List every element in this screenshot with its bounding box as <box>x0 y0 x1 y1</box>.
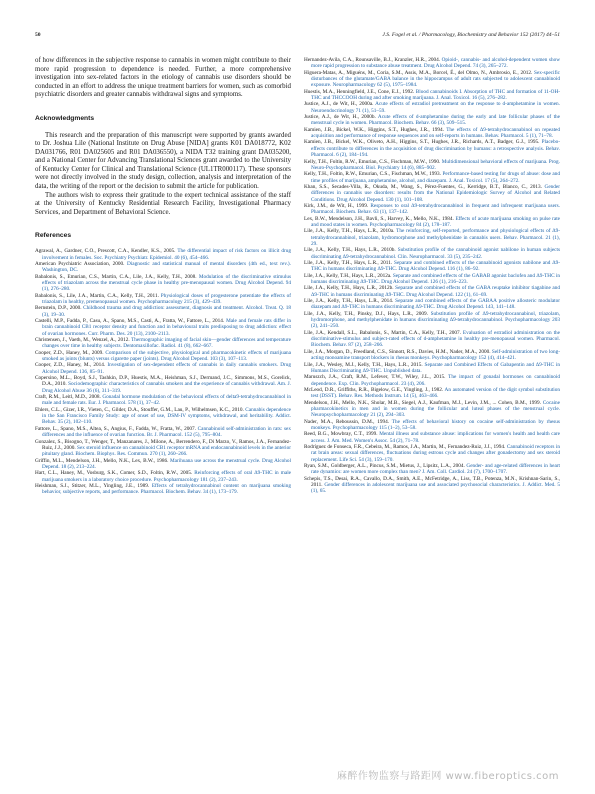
reference-entry <box>304 260 560 273</box>
reference-authors: Justice, A.J., de Wit, H., 2000b. <box>304 114 378 121</box>
reference-entry <box>35 407 291 426</box>
reference-authors: Kelly, T.H., Foltin, R.W., Emurian, C.S., Fischman, M.W., 1990. <box>304 158 442 165</box>
reference-authors: Lile, J.A., Kelly, T.H., Hays, L.R., 2012b. <box>304 285 396 292</box>
reference-authors: Griffin, M.L., Mendelson, J.H., Mello, N.K., Lex, B.W., 1986. <box>35 457 171 464</box>
reference-authors: Hart, C.L., Haney, M., Vosburg, S.K., Comer, S.D., Foltin, R.W., 2005. <box>35 470 195 477</box>
reference-entry <box>304 228 560 247</box>
reference-authors: Kelly, T.H., Foltin, R.W., Emurian, C.S., Fischman, M.W., 1993. <box>304 171 443 178</box>
reference-entry <box>304 419 560 432</box>
reference-authors: Schepis, T.S., Desai, R.A., Cavallo, D.A., Smith, A.E., McFetridge, A., Liss, T.B., Potenza, M.N., Krishnan-Sarin, S., 2011. <box>304 475 560 489</box>
reference-link[interactable]: An automated version of the digit symbol substitution test (DSST). Behav. Res. Methods Instrum. 14 (5), 463–466. <box>311 386 561 400</box>
reference-authors: McLeod, D.R., Griffiths, R.R., Bigelow, G.E., Yingling, J., 1982. <box>304 386 445 393</box>
reference-link[interactable]: Gonadal hormone modulation of the behavioral effects of delta9-tetrahydrocannabinol in male and female rats. Eur. J. Pharmacol. 578 (1), 37–42. <box>42 394 291 407</box>
reference-link[interactable]: Cannabinoid self-administration in rats: sex differences and the influence of ovarian function. Br. J. Pharmacol. 152 (5), 795–804. <box>42 425 291 439</box>
journal-citation: J.S. Fogel et al. / Pharmacology, Biochemistry and Behavior 152 (2017) 44–51 <box>382 32 560 38</box>
reference-authors: Nader, M.A., Reboussin, D.M., 1994. <box>304 418 392 425</box>
reference-entry <box>304 476 560 495</box>
reference-link[interactable]: Effects of acute marijuana smoking on pulse rate and mood states in women. Psychopharmacology 84 (2), 178–187. <box>311 215 560 228</box>
reference-link[interactable]: Sociodemographic characteristics of cannabis smokers and the experience of cannabis withdrawal. Am. J. Drug Alcohol Abuse 36 (6), 311–319. <box>42 381 291 394</box>
reference-link[interactable]: Substitution profile of the cannabinoid agonist nabilone in human subjects discriminating Δ9-tetrahydrocannabinol. Clin. Neuropharmacol. 33 (5), 235–242. <box>311 247 561 260</box>
reference-link[interactable]: The impact of gonadal hormones on cannabinoid dependence. Exp. Clin. Psychopharmacol. 23 (4), 206. <box>311 374 560 387</box>
reference-entry <box>304 159 560 172</box>
reference-authors: Ehlers, C.L., Gizer, I.R., Vieten, C., Gilder, D.A., Stouffer, G.M., Lau, P., Wilhelmsen, K.C., 2010. <box>35 406 246 413</box>
reference-link[interactable]: Marihuana use across the menstrual cycle. Drug Alcohol Depend. 18 (2), 213–224. <box>42 457 291 470</box>
reference-authors: Kamien, J.B., Bickel, W.K., Oliveto, A.H., Higgins, S.T., Hughes, J.R., Richards, A.T., Badger, G.J., 1995. <box>304 139 542 146</box>
reference-link[interactable]: Cocaine pharmacokinetics in men and in women during the follicular and luteal phases of the menstrual cycle. Neuropsychopharmacology 21 (2), 294–303. <box>311 399 560 419</box>
page-number: 50 <box>35 32 41 38</box>
reference-authors: Lile, J.A., Kelly, T.H., Hays, L.R., 2010a. <box>304 228 397 235</box>
reference-entry <box>35 483 291 496</box>
reference-link[interactable]: Male and female rats differ in brain cannabinoid CB1 receptor density and function and in behavioural traits predisposing to drug addiction: effect of ovarian hormones. Curr. Pharm. Des. 20 (13), 2100–2113. <box>42 317 291 337</box>
reference-link[interactable]: Mental illness and substance abuse: implications for women's health and health care access. J. Am. Med. Women's Assoc. 54 (2), 71–78. <box>311 431 560 444</box>
reference-authors: American Psychiatric Association, 2000. <box>35 260 127 267</box>
watermark: 麻醉作物监察与路距网 www.fiberoptics.com <box>336 771 559 782</box>
reference-entry <box>304 349 560 362</box>
reference-entry <box>304 114 560 127</box>
reference-link[interactable]: Opioid-, cannabis- and alcohol-dependent women show more rapid progression to substance abuse treatment. Drug Alcohol Depend. 74 (3), 265–272. <box>311 57 561 70</box>
reference-authors: Reed, B.G., Mowbray, C.T., 1999. <box>304 431 380 438</box>
reference-entry <box>35 375 291 394</box>
reference-entry <box>304 101 560 114</box>
reference-list-left <box>35 248 291 495</box>
reference-entry <box>304 298 560 311</box>
reference-link[interactable]: Comparison of the subjective, physiological and pharmacokinetic effects of marijuana smoked as joints (blunts) versus cigarette paper (joints). Drug Alcohol Depend. 103 (3), 107–113. <box>42 349 291 363</box>
reference-authors: Cooper, Z.D., Haney, M., 2014. <box>35 362 108 369</box>
reference-link[interactable]: Modulation of the discriminative stimulus effects of triazolam across the menstrual cycle phase in healthy pre-menopausal women. Drug Alcohol Depend. 94 (1), 276–280. <box>42 273 291 293</box>
reference-authors: Christensen, J., Vaeth, M., Wenzel, A., 2012. <box>35 337 132 344</box>
reference-authors: Higuera-Matas, A., Miguéns, M., Coria, S.M., Assis, M.A., Borcel, É., del Olmo, N., Ambrosio, E., 2012. <box>304 69 535 76</box>
reference-authors: Bernstein, D.P., 2000. <box>35 305 84 312</box>
reference-link[interactable]: Investigation of sex-dependent effects of cannabis in daily cannabis smokers. Drug Alcohol Depend. 136, 85–91. <box>42 362 291 375</box>
reference-entry <box>304 216 560 229</box>
reference-link[interactable]: The effects of behavioral history on cocaine self-administration by rhesus monkeys. Psychopharmacology 115 (1–2), 53–58. <box>311 418 560 431</box>
reference-link[interactable]: Substitution profile of Δ9-tetrahydrocannabinol, triazolam, hydromorphone, and methylphenidate in humans discriminating Δ9-tetrahydrocannabinol. Psychopharmacology 203 (2), 241–250. <box>311 310 560 330</box>
reference-link[interactable]: The effects of Δ9-tetrahydrocannabinol on repeated acquisition and performance of response sequences and on self-reports in humans. Behav. Pharmacol. 5 (1), 71–78. <box>311 126 560 140</box>
reference-entry <box>35 470 291 483</box>
reference-entry <box>35 318 291 337</box>
reference-authors: Cooper, Z.D., Haney, M., 2009. <box>35 349 106 356</box>
reference-link[interactable]: Sex steroid influence on cannabinoid CB1 receptor mRNA and endocannabinoid levels in the anterior pituitary gland. Biochem. Biophys. Res. Commun. 270 (1), 260–266. <box>42 444 291 458</box>
acknowledgments-paragraph: This research and the preparation of this manuscript were supported by grants awarded to Dr. Joshua Lile (National Institute on Drug Abuse [NIDA] grants K01 DA018772, K02 DA031766, R01 DA025605 and R01 DA036550), a NIDA T32 training grant DA035200, and a National Center for Advancing Translational Sciences grant awarded to the University of Kentucky Center for Clinical and Translational Science (UL1TR000117). These sponsors were not directly involved in the study design, collection, analysis and interpretation of the data, the writing of the report or the decision to submit the article for publication. <box>35 131 291 191</box>
reference-entry <box>304 400 560 419</box>
reference-link[interactable]: Childhood trauma and drug addiction: assessment, diagnosis and treatment. Alcohol. Treat. Q. 18 (3), 19–30. <box>42 305 291 318</box>
reference-link[interactable]: The differential impact of risk factors on illicit drug involvement in females. Soc. Psychiatry Psychiatr. Epidemiol. 40 (6), 454–466. <box>42 248 291 261</box>
reference-entry <box>304 57 560 70</box>
reference-link[interactable]: Gender differences in adolescent marijuana use and associated psychosocial characteristics. J. Addict. Med. 5 (1), 65. <box>311 482 560 495</box>
reference-entry <box>35 274 291 293</box>
reference-entry <box>35 394 291 407</box>
reference-entry <box>304 362 560 375</box>
intro-paragraph: of how differences in the subjective response to cannabis in women might contribute to their more rapid progression to dependence is needed. Further, a more comprehensive investigation into sex-related factors in the etiology of cannabis use disorders should be conducted in an effort to address the unique treatment barriers for women, such as comorbid psychiatric disorders and greater cannabis withdrawal signs and symptoms. <box>35 57 291 99</box>
reference-entry <box>304 247 560 260</box>
reference-authors: Heishman, S.J., Stitzer, M.L., Yingling, J.E., 1989. <box>35 482 152 489</box>
acknowledgments-heading: Acknowledgments <box>35 114 95 122</box>
reference-authors: Castelli, M.P., Fadda, P., Casu, A., Spano, M.S., Casti, A., Fratta, W., Fattore, L., 2014. <box>35 317 227 324</box>
reference-link[interactable]: Acute effects of estradiol pretreatment on the response to d-amphetamine in women. Neuroendocrinology 71 (1), 51–59. <box>311 101 560 114</box>
reference-entry <box>304 203 560 216</box>
reference-entry <box>304 285 560 298</box>
reference-link[interactable]: Reinforcing effects of oral Δ9-THC in male marijuana smokers in a laboratory choice procedure. Psychopharmacology 181 (2), 237–243. <box>42 470 291 483</box>
reference-link[interactable]: Gender differences in cannabis use disorders: results from the National Epidemiologic Survey of Alcohol and Related Conditions. Drug Alcohol Depend. 130 (1), 101–108. <box>311 183 560 203</box>
reference-link[interactable]: Performance-based testing for drugs of abuse: dose and time profiles of marijuana, amphetamine, alcohol, and diazepam. J. Anal. Toxicol. 17 (5), 264–272. <box>311 171 561 184</box>
reference-authors: Kirk, J.M., de Wit, H., 1999. <box>304 202 371 209</box>
reference-authors: Fattore, L., Spano, M.S., Altea, S., Angius, F., Fadda, W., Fratta, W., 2007. <box>35 425 198 432</box>
reference-link[interactable]: Gender- and age-related differences in heart rate dynamics: are women more complex than men? J. Am. Coll. Cardiol. 24 (7), 1700–1707. <box>311 463 560 476</box>
reference-authors: Copersino, M.L., Boyd, S.J., Tashkin, D.P., Huestis, M.A., Heishman, S.J., Dermand, J.C., Simmons, M.S., Gorelick, D.A., 2010. <box>35 375 291 388</box>
reference-authors: Hernandez-Avila, C.A., Rounsaville, B.J., Kranzler, H.R., 2004. <box>304 57 442 63</box>
right-column <box>304 57 560 495</box>
reference-authors: Babalonis, S., Lile, J.A., Martin, C.A., Kelly, T.H., 2011. <box>35 292 161 299</box>
reference-entry <box>35 248 291 261</box>
reference-entry <box>35 458 291 471</box>
reference-link[interactable]: Sex-specific disturbances of the glutamate/GABA balance in the hippocampus of adult rats subjected to adolescent cannabinoid exposure. Neuropharmacology 62 (5), 1975–1984. <box>311 69 560 89</box>
reference-link[interactable]: Placebo-effects contribute to differences in the acquisition of drug discrimination by humans: a retrospective analysis. Behav. Pharmacol. 6 (2), 184–194. <box>311 139 560 159</box>
reference-link[interactable]: Physiological doses of progesterone potentiate the effects of triazolam in healthy, premenopausal women. Psychopharmacology 215 (3), 429–439. <box>42 292 291 305</box>
reference-entry <box>304 127 560 140</box>
reference-entry <box>304 444 560 463</box>
reference-entry <box>304 171 560 184</box>
reference-link[interactable]: Thermographic imaging of facial skin—gender differences and temperature changes over time in healthy subjects. Dentomaxillofac. Radiol. 41 (8), 662–667. <box>42 337 291 350</box>
reference-entry <box>35 337 291 350</box>
reference-entry <box>35 261 291 274</box>
reference-authors: Lile, J.A., Wesley, M.J., Kelly, T.H., Hays, L.R., 2015. <box>304 361 425 368</box>
reference-link[interactable]: Separate and combined effects of the GABA reuptake inhibitor tiagabine and Δ9-THC in humans discriminating Δ9-THC. Drug Alcohol Depend. 122 (1), 61–69. <box>311 285 560 298</box>
reference-entry <box>304 70 560 89</box>
reference-authors: Lile, J.A., Kelly, T.H., Hays, L.R., 2011. <box>304 260 395 266</box>
reference-entry <box>35 293 291 306</box>
left-column <box>35 57 291 496</box>
reference-link[interactable]: Effects of tetrahydrocannabinol content on marijuana smoking behavior, subjective reports, and performance. Pharmacol. Biochem. Behav. 34 (1), 173–179. <box>42 482 291 496</box>
reference-entry <box>304 431 560 444</box>
reference-authors: Maruszch, J.A., Craft, R.M., Lefever, T.W., Wiley, J.L., 2015. <box>304 374 449 381</box>
reference-link[interactable]: Cannabis dependence in the San Francisco Family Study: age of onset of use, DSM-IV symptoms, withdrawal, and heritability. Addict. Behav. 35 (2), 102–110. <box>42 406 291 426</box>
acknowledgments-paragraph: The authors wish to express their gratitude to the expert technical assistance of the staff at the University of Kentucky Residential Research Facility, Investigational Pharmacy Services, and Department of Behavioral Science. <box>35 191 291 216</box>
reference-link[interactable]: Blood cannabinoids I. Absorption of THC and formation of 11-OH-THC and THCCOOH during and after smoking marijuana. J. Anal. Toxicol. 16 (5), 276–282. <box>311 88 560 102</box>
reference-link[interactable]: Evaluation of estradiol administration on the discriminative-stimulus and subject-rated effects of d-amphetamine in healthy pre-menopausal women. Pharmacol. Biochem. Behav. 87 (2), 258–266. <box>311 329 560 349</box>
reference-authors: Lile, J.A., Kelly, T.H., Pinsky, D.J., Hays, L.R., 2009. <box>304 310 431 317</box>
reference-entry <box>304 311 560 330</box>
references-heading: References <box>35 232 72 240</box>
reference-entry <box>35 362 291 375</box>
reference-entry <box>304 387 560 400</box>
reference-link[interactable]: Responses to oral Δ9-tetrahydrocannabinol in frequent and infrequent marijuana users. Pharmacol. Biochem. Behav. 63 (1), 137–142. <box>311 202 560 216</box>
reference-link[interactable]: Separate and combined effects of the cannabinoid agonists nabilone and Δ9-THC in humans discriminating Δ9-THC. Drug Alcohol Depend. 116 (1), 86–92. <box>311 260 560 273</box>
reference-entry <box>304 273 560 286</box>
reference-authors: Lile, J.A., Kendall, S.L., Babalonis, S., Martin, C.A., Kelly, T.H., 2007. <box>304 329 463 336</box>
reference-authors: Babalonis, S., Emurian, C.S., Martin, C.A., Lile, J.A., Kelly, T.H., 2008. <box>35 273 199 280</box>
reference-link[interactable]: The reinforcing, self-reported, performance and physiological effects of Δ9-tetrahydrocannabinol, triazolam, hydromorphone and methylphenidate in cannabis users. Behav. Pharmacol. 21 (1), 29. <box>311 228 561 247</box>
reference-authors: Lile, J.A., Kelly, T.H., Hays, L.R., 2010b. <box>304 247 398 254</box>
reference-entry <box>304 89 560 102</box>
reference-authors: Justice, A.J., de Wit, H., 2000a. <box>304 101 376 108</box>
reference-authors: Khan, S.S., Secades-Villa, R., Okuda, M., Wang, S., Pérez-Fuentes, G., Kerridge, B.T., Blanco, C., 2013. <box>304 183 545 190</box>
reference-link[interactable]: Multidimensional behavioral effects of marijuana. Prog. Neuro-Psychopharmacol. Biol. Psychiatry 14 (6), 885–902. <box>311 158 560 171</box>
reference-authors: Gonzalez, S., Bisogno, T., Wenger, T., Manzanares, J., Milone, A., Berrendero, F., Di Marzo, V., Ramos, J.A., Fernandez-Ruiz, J.J., 2000. <box>35 438 291 451</box>
reference-authors: Lile, J.A., Morgan, D., Freedland, C.S., Sinnott, R.S., Davies, H.M., Nader, M.A., 2000. <box>304 348 492 355</box>
reference-link[interactable]: Cannabinoid receptors in rat brain areas: sexual differences, fluctuations during estrous cycle and changes after gonadectomy and sex steroid replacement. Life Sci. 54 (3), 159–170. <box>311 443 560 463</box>
reference-authors: Craft, R.M., Leitl, M.D., 2008. <box>35 394 103 401</box>
reference-entry <box>304 374 560 387</box>
reference-link[interactable]: Self-administration of two long-acting monoamine transport blockers in rhesus monkeys. Psychopharmacology 152 (4), 414–421. <box>311 348 560 362</box>
reference-entry <box>304 463 560 476</box>
running-header <box>35 32 560 44</box>
reference-authors: Lile, J.A., Kelly, T.H., Hays, L.R., 2012a. <box>304 272 393 279</box>
reference-entry <box>304 139 560 158</box>
reference-authors: Lile, J.A., Kelly, T.H., Hays, L.R., 2014. <box>304 298 396 305</box>
reference-link[interactable]: Diagnostic and statistical manual of mental disorders (4th ed., text rev.). Washington, DC. <box>42 260 291 274</box>
reference-entry <box>304 184 560 203</box>
reference-entry <box>304 330 560 349</box>
reference-link[interactable]: Acute effects of d-amphetamine during the early and late follicular phases of the menstrual cycle in women. Pharmacol. Biochem. Behav. 66 (3), 509–515. <box>311 114 560 127</box>
reference-authors: Huestis, M.A., Henningfield, J.E., Cone, E.J., 1992. <box>304 88 416 95</box>
reference-authors: Agrawal, A., Gardner, C.O., Prescott, C.A., Kendler, K.S., 2005. <box>35 248 178 255</box>
reference-link[interactable]: Separate and combined effects of the GABAA positive allosteric modulator diazepam and Δ9-THC in humans discriminating Δ9-THC. Drug Alcohol Depend. 143, 141–148. <box>311 298 561 311</box>
reference-entry <box>35 305 291 318</box>
reference-authors: Kamien, J.B., Bickel, W.K., Higgins, S.T., Hughes, J.R., 1994. <box>304 126 447 133</box>
reference-link[interactable]: Separate and Combined Effects of Gabapentin and Δ9-THC in Humans Discriminating Δ9-THC. Unpublished data. <box>311 361 560 374</box>
reference-entry <box>35 439 291 458</box>
reference-list-right <box>304 57 560 495</box>
reference-entry <box>35 426 291 439</box>
reference-link[interactable]: Separate and combined effects of the GABAB agonist baclofen and Δ9-THC in humans discriminating Δ9-THC. Drug Alcohol Depend. 126 (1), 216–223. <box>311 272 560 286</box>
reference-authors: Ryan, S.M., Goldberger, A.L., Pincus, S.M., Mietus, J., Lipsitz, L.A., 2004. <box>304 463 467 469</box>
reference-entry <box>35 350 291 363</box>
reference-authors: Lex, B.W., Mendelson, J.H., Bavli, S., Harvey, K., Mello, N.K., 1984. <box>304 215 456 222</box>
reference-authors: Mendelson, J.H., Mello, N.K., Sholar, M.B., Siegel, A.J., Kaufman, M.J., Levin, J.M., ... Cohen, B.M., 1999. <box>304 399 543 406</box>
reference-authors: Rodríguez de Fonseca, F.R., Cebeira, M., Ramos, J.A., Martin, M., Fernandez-Ruiz, J.J., 1994. <box>304 443 507 450</box>
